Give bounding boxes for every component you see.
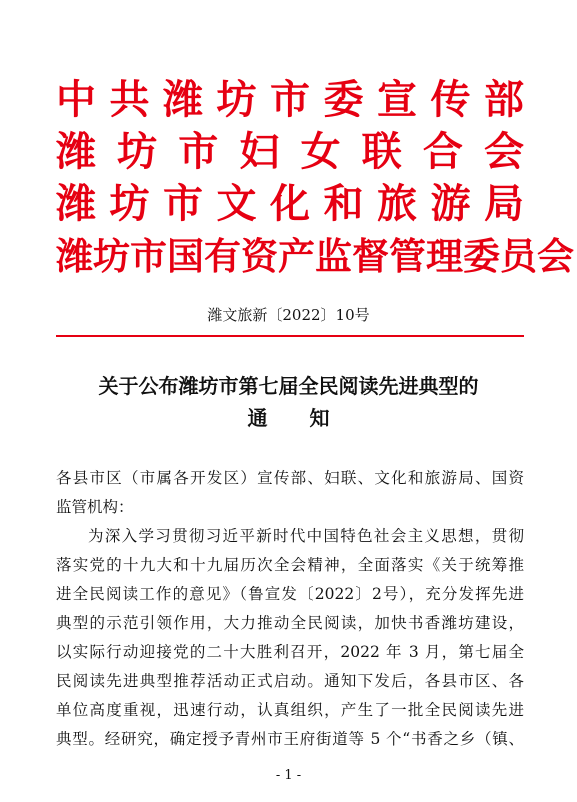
issuer-char: 委 — [323, 76, 364, 123]
issuer-char: 国 — [167, 234, 204, 278]
body-line-5: 进全民阅读工作的意见》（鲁宣发〔2022〕2号），充分发挥先进 — [56, 585, 524, 603]
issuer-char: 管 — [389, 234, 426, 278]
issuer-1 — [56, 74, 524, 126]
issuer-char: 部 — [484, 76, 524, 123]
issuer-char: 坊 — [117, 128, 158, 175]
notice-title-char-1: 通 — [247, 406, 268, 430]
body-line-6: 典型的示范引领作用，大力推动全民阅读，加快书香潍坊建设， — [56, 614, 524, 632]
body-line-2: 监管机构： — [56, 498, 134, 516]
issuer-char: 潍 — [56, 128, 96, 175]
issuer-char: 传 — [430, 76, 471, 123]
issuer-char: 坊 — [216, 76, 257, 123]
notice-title-line-2 — [0, 404, 577, 432]
body-line-3: 为深入学习贯彻习近平新时代中国特色社会主义思想，贯彻 — [88, 527, 524, 545]
issuer-char: 共 — [109, 76, 150, 123]
issuer-2 — [56, 126, 524, 178]
issuer-char: 潍 — [56, 234, 93, 278]
body-line-1: 各县市区（市属各开发区）宣传部、妇联、文化和旅游局、国资 — [56, 469, 524, 487]
issuer-char: 坊 — [93, 234, 130, 278]
issuer-char: 中 — [56, 76, 96, 123]
notice-title-line-1: 关于公布潍坊市第七届全民阅读先进典型的 — [98, 374, 479, 398]
issuer-char: 市 — [130, 234, 167, 278]
issuer-char: 妇 — [239, 128, 280, 175]
issuer-char: 潍 — [163, 76, 203, 123]
body-line-7: 以实际行动迎接党的二十大胜利召开，2022 年 3 月，第七届全 — [56, 643, 524, 661]
issuer-char: 员 — [500, 234, 537, 278]
issuer-char: 资 — [241, 234, 278, 278]
issuer-char: 市 — [270, 76, 310, 123]
issuer-char: 市 — [163, 180, 203, 227]
issuer-char: 坊 — [109, 180, 150, 227]
issuer-char: 女 — [300, 128, 341, 175]
issuer-char: 和 — [323, 180, 364, 227]
issuer-char: 理 — [426, 234, 463, 278]
issuer-char: 宣 — [377, 76, 417, 123]
red-divider-line — [56, 335, 524, 337]
issuer-char: 会 — [537, 234, 574, 278]
issuer-char: 联 — [361, 128, 402, 175]
issuer-4 — [56, 230, 574, 282]
issuer-char: 有 — [204, 234, 241, 278]
issuer-char: 市 — [178, 128, 219, 175]
document-number: 潍文旅新〔2022〕10号 — [207, 306, 370, 324]
issuer-char: 合 — [422, 128, 463, 175]
issuer-char: 游 — [430, 180, 471, 227]
notice-title-char-2: 知 — [309, 406, 330, 430]
body-line-9: 单位高度重视，迅速行动，认真组织，产生了一批全民阅读先进 — [56, 701, 524, 719]
issuer-char: 旅 — [377, 180, 417, 227]
issuer-char: 化 — [270, 180, 310, 227]
issuer-3 — [56, 178, 524, 230]
body-line-10: 典型。经研究，确定授予青州市王府街道等 5 个“书香之乡（镇、 — [56, 730, 524, 748]
body-line-8: 民阅读先进典型推荐活动正式启动。通知下发后，各县市区、各 — [56, 672, 524, 690]
page-number: - 1 - — [275, 768, 302, 783]
issuer-char: 产 — [278, 234, 315, 278]
issuer-char: 会 — [483, 128, 524, 175]
issuer-char: 潍 — [56, 180, 96, 227]
issuer-char: 局 — [484, 180, 524, 227]
issuer-char: 督 — [352, 234, 389, 278]
issuer-char: 委 — [463, 234, 500, 278]
body-line-4: 落实党的十九大和十九届历次全会精神，全面落实《关于统筹推 — [56, 556, 524, 574]
issuer-char: 监 — [315, 234, 352, 278]
issuer-char: 文 — [216, 180, 257, 227]
